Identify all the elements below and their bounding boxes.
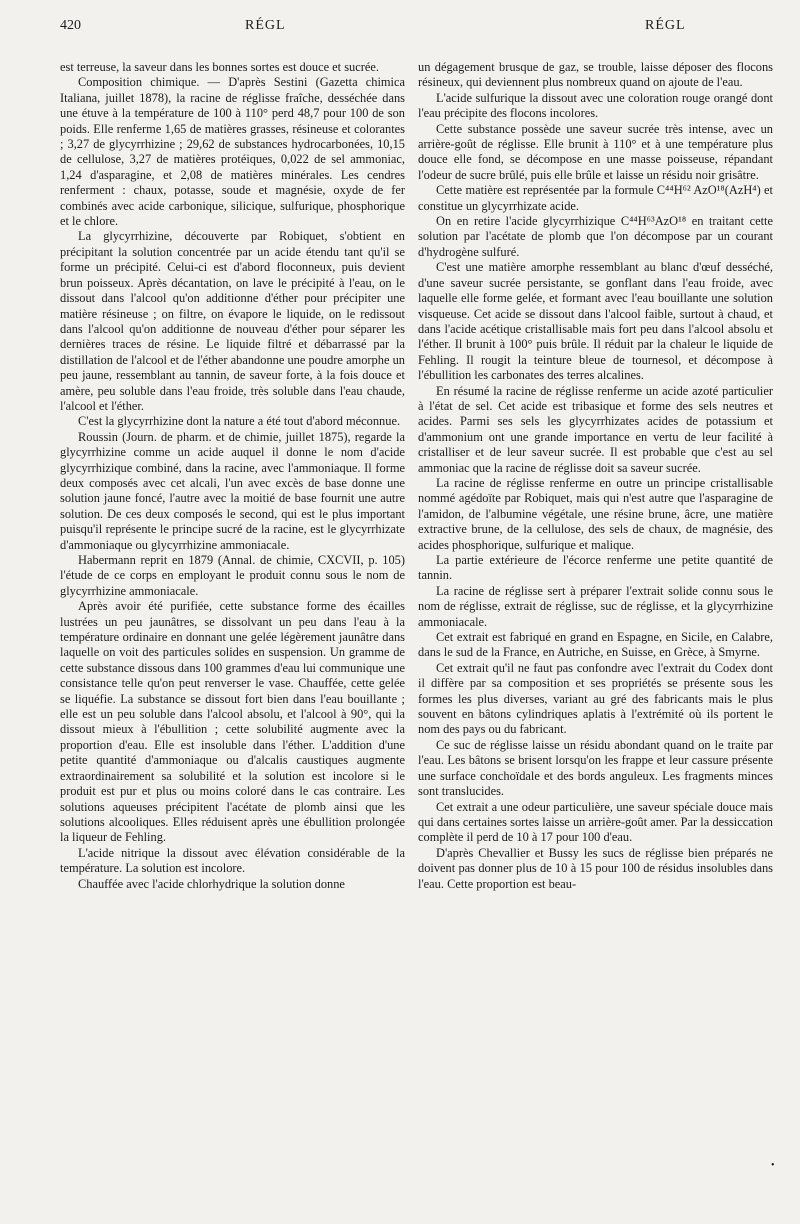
paragraph: Cette matière est représentée par la formule C⁴⁴H⁶² AzO¹⁸(AzH⁴) et constitue un glycyrrhizate acide. — [418, 183, 773, 213]
paragraph: La racine de réglisse sert à préparer l'extrait solide connu sous le nom de réglisse, extrait de réglisse, suc de réglisse, et la glycyrrhizine ammoniacale. — [418, 583, 773, 629]
paragraph: La partie extérieure de l'écorce renferme une petite quantité de tannin. — [418, 553, 773, 583]
page-number: 420 — [60, 18, 81, 33]
paragraph: Cet extrait est fabriqué en grand en Espagne, en Sicile, en Calabre, dans le sud de la France, en Autriche, en Suisse, en Grèce, à Smyrne. — [418, 630, 773, 660]
paragraph: On en retire l'acide glycyrrhizique C⁴⁴H⁶³AzO¹⁸ en traitant cette solution par l'acétate de plomb que l'on décompose par un courant d'hydrogène sulfuré. — [418, 214, 773, 259]
paragraph: La glycyrrhizine, découverte par Robiquet, s'obtient en précipitant la solution concentrée par un acide étendu tant qu'il se forme un précipité. Celui-ci est d'abord floconneux, puis devient brun poisseux. Après décantation, on lave le précipité à l'eau, on le dissout dans l'alcool qu'on additionne d'éther pour précipiter une matière résineuse ; on filtre, on évapore le liquide, on le redissout dans l'alcool qu'on additionne de nouveau d'éther pour séparer les dernières traces de résine. Le liquide filtré et débarrassé par la distillation de l'alcool et de l'éther abandonne une poudre amorphe un peu jaune, ressemblant au tannin, de saveur forte, à la fois douce et amère, peu soluble dans l'eau froide, très soluble dans l'eau chaude, l'alcool et l'éther. — [60, 229, 405, 413]
paragraph: Roussin (Journ. de pharm. et de chimie, juillet 1875), regarde la glycyrrhizine comme un acide auquel il donne le nom d'acide glycyrrhizique combiné, dans la racine, avec l'ammoniaque. Il forme deux composés avec cet alcali, l'un avec excès de base donne une solution jaune foncé, l'autre avec la moitié de base fournit une autre solution. De ces deux composés le second, qui est le plus important puisqu'il représente le principe sucré de la racine, est le glycyrrhizate d'ammoniaque ou glycyrrhizine ammoniacale. — [60, 429, 405, 552]
paragraph: En résumé la racine de réglisse renferme un acide azoté particulier à l'état de sel. Cet acide est tribasique et forme des sels neutres et acides. Parmi ses sels les glycyrrhizates acides de potassium et d'ammonium ont une grande importance en vertu de leur facilité à cristalliser et de leur saveur sucrée. Il est probable que c'est au sel ammoniac que la racine de réglisse doit sa saveur sucrée. — [418, 383, 773, 475]
running-head-left: RÉGL — [245, 18, 286, 33]
paragraph: Après avoir été purifiée, cette substance forme des écailles lustrées un peu jaunâtres, se dissolvant un peu dans l'eau à la température ordinaire en donnant une gelée légèrement jaunâtre dans laquelle on voit des particules solides en suspension. Un gramme de cette substance dissous dans 100 grammes d'eau lui communique une consistance telle qu'on peut renverser le vase. Chauffée, cette gelée se liquéfie. La substance se dissout fort bien dans l'eau bouillante ; elle est un peu soluble dans l'alcool absolu, et l'alcool à 90°, qui la dissout mieux à l'ébullition ; cette solubilité augmente avec la proportion d'eau. Elle est insoluble dans l'éther. L'addition d'une petite quantité d'ammoniaque ou d'alcalis caustiques augmente extraordinairement sa solubilité et la solution est incolore si le produit est pur et plus ou moins coloré dans le cas contraire. Les solutions aqueuses précipitent l'acétate de plomb ainsi que les solutions alcooliques. Elles réduisent après une ébullition prolongée la liqueur de Fehling. — [60, 599, 405, 845]
paragraph: L'acide sulfurique la dissout avec une coloration rouge orangé dont l'eau précipite des flocons incolores. — [418, 90, 773, 121]
paragraph: Cet extrait qu'il ne faut pas confondre avec l'extrait du Codex dont il diffère par sa composition et ses propriétés se présente sous les formes les plus diverses, variant au gré des fabricants mais le plus souvent en bâtons cylindriques aplatis à l'extrémité où ils portent le nom des pays ou du fabricant. — [418, 660, 773, 737]
running-head-right: RÉGL — [645, 18, 686, 33]
paragraph: Cette substance possède une saveur sucrée très intense, avec un arrière-goût de réglisse. Elle brunit à 110° et à une température plus douce elle fond, se décompose en une masse poisseuse, répandant l'odeur de sucre brûlé, puis elle brûle et laisse un résidu noir grisâtre. — [418, 121, 773, 182]
paragraph: Chauffée avec l'acide chlorhydrique la solution donne — [78, 876, 345, 891]
left-column — [60, 60, 405, 892]
paragraph: C'est la glycyrrhizine dont la nature a été tout d'abord méconnue. — [78, 414, 401, 429]
paragraph: La racine de réglisse renferme en outre un principe cristallisable nommé agédoïte par Robiquet, mais qui n'est autre que l'asparagine de l'amidon, de l'albumine végétale, une résine brune, âcre, une matière extractive brune, de la cellulose, des sels de chaux, de magnésie, des acides phosphorique, sulfurique et malique. — [418, 475, 773, 552]
paragraph: D'après Chevallier et Bussy les sucs de réglisse bien préparés ne doivent pas donner plus de 10 à 15 pour 100 de résidus insolubles dans l'eau. Cette proportion est beau- — [418, 845, 773, 891]
paragraph: est terreuse, la saveur dans les bonnes sortes est douce et sucrée. — [60, 60, 379, 74]
paragraph: Cet extrait a une odeur particulière, une saveur spéciale douce mais qui dans certaines sortes laisse un arrière-goût amer. Par la dessiccation complète il perd de 10 à 17 pour 100 d'eau. — [418, 799, 773, 845]
paragraph: Ce suc de réglisse laisse un résidu abondant quand on le traite par l'eau. Les bâtons se brisent lorsqu'on les frappe et leur cassure présente une surface conchoïdale et des bords anguleux. Les fragments minces sont translucides. — [418, 737, 773, 799]
paragraph: C'est une matière amorphe ressemblant au blanc d'œuf desséché, d'une saveur sucrée persistante, se gonflant dans l'eau froide, avec laquelle elle forme gelée, et formant avec l'eau bouillante une solution visqueuse. Cet acide se dissout dans l'alcool faible, surtout à chaud, et dans l'acide acétique cristallisable mais fort peu dans l'alcool absolu et l'éther. Il brunit à 100° puis brûle. Il réduit par la chaleur le liquide de Fehling. Il rougit la teinture bleue de tournesol, et décompose à l'ébullition les carbonates des terres alcalines. — [418, 260, 773, 383]
paragraph: un dégagement brusque de gaz, se trouble, laisse déposer des flocons résineux, qui deviennent plus nombreux quand on ajoute de l'eau. — [418, 60, 773, 90]
footer-mark: • — [771, 1160, 775, 1171]
page-header — [60, 18, 770, 40]
paragraph: Composition chimique. — D'après Sestini (Gazetta chimica Italiana, juillet 1878), la racine de réglisse fraîche, desséchée dans une étuve à la température de 100 à 110° perd 48,7 pour 100 de son poids. Elle renferme 1,65 de matières grasses, résineuse et colorantes ; 3,27 de glycyrrhizine ; 29,62 de substances hydrocarbonées, 10,15 de cellulose, 3,27 de matières protéiques, 0,022 de sel ammoniac, 1,24 d'asparagine, et 2,08 de matières minérales. Les cendres renferment : chaux, potasse, soude et magnésie, oxyde de fer combinés avec acide carbonique, silicique, sulfurique, phosphorique et le chlore. — [60, 75, 405, 229]
paragraph: L'acide nitrique la dissout avec élévation considérable de la température. La solution est incolore. — [60, 845, 405, 876]
right-column — [418, 60, 773, 892]
paragraph: Habermann reprit en 1879 (Annal. de chimie, CXCVII, p. 105) l'étude de ce corps en employant le produit connu sous le nom de glycyrrhizine ammoniacale. — [60, 553, 405, 598]
